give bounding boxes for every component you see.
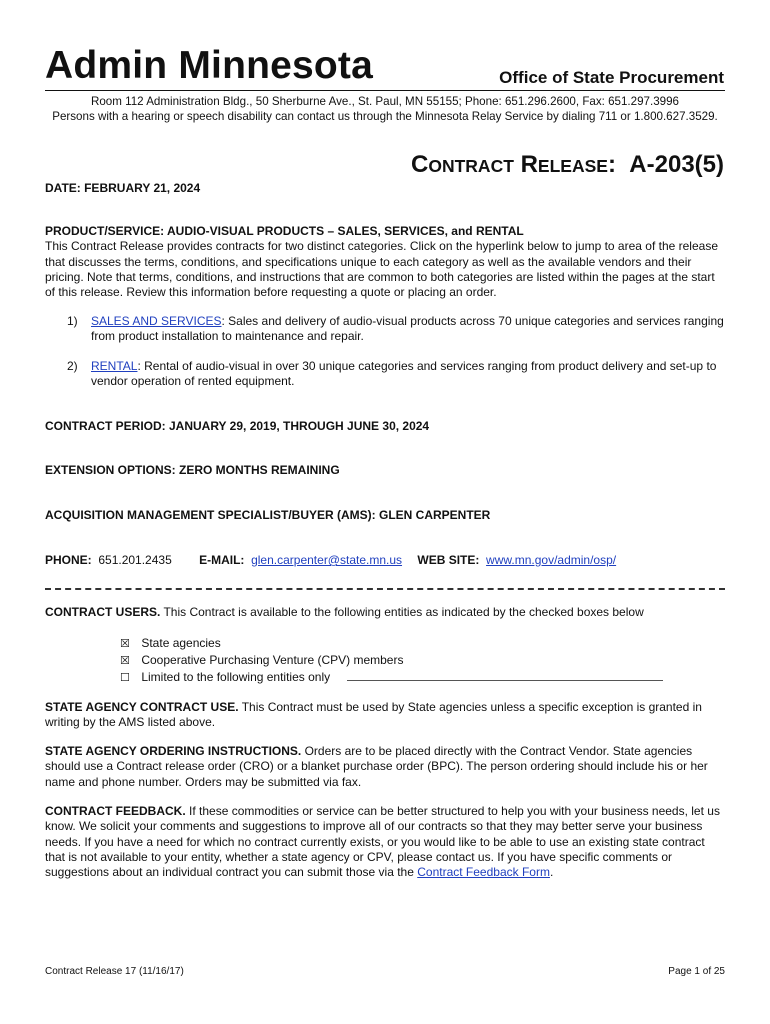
rental-link[interactable]: RENTAL — [91, 359, 138, 373]
checked-box-icon[interactable]: ☒ — [120, 637, 130, 650]
release-title: CONTRACT RELEASE: A-203(5) — [411, 151, 724, 178]
unchecked-box-icon[interactable]: ☐ — [120, 671, 130, 684]
relay-service-line: Persons with a hearing or speech disability can contact us through the Minnesota Relay Service by dialing 711 or 1.800.627.3529. — [52, 109, 718, 123]
list-item: ☐ Limited to the following entities only — [120, 669, 663, 686]
product-heading: PRODUCT/SERVICE: AUDIO-VISUAL PRODUCTS – SALES, SERVICES, and RENTAL — [45, 224, 524, 238]
feedback-heading: CONTRACT FEEDBACK. — [45, 804, 186, 818]
list-item: 2) RENTAL: Rental of audio-visual in over 30 unique categories and services ranging from product delivery and set-up to vendor operation of rented equipment. — [67, 359, 717, 389]
list-item: ☒ Cooperative Purchasing Venture (CPV) members — [120, 653, 404, 667]
ordering-section: STATE AGENCY ORDERING INSTRUCTIONS. Orders are to be placed directly with the Contract Vendor. State agencies should use a Contract release order (CRO) or a blanket purchase order (BPC). The person ordering should include his or her name and phone number. Orders may be submitted via fax. — [45, 744, 708, 789]
footer-form-id: Contract Release 17 (11/16/17) — [45, 966, 184, 977]
phone-number: 651.201.2435 — [98, 553, 172, 567]
release-number: A-203(5) — [629, 151, 724, 178]
product-section — [45, 224, 727, 300]
entities-fill-line — [347, 670, 663, 681]
email-link[interactable]: glen.carpenter@state.mn.us — [251, 553, 403, 567]
contract-period: CONTRACT PERIOD: JANUARY 29, 2019, THROUGH JUNE 30, 2024 — [45, 419, 430, 433]
address-line: Room 112 Administration Bldg., 50 Sherburne Ave., St. Paul, MN 55155; Phone: 651.296.2600, Fax: 651.297.3996 — [90, 95, 680, 108]
entity-checkbox-list — [120, 635, 663, 686]
feedback-form-link[interactable]: Contract Feedback Form — [417, 865, 550, 880]
sales-and-services-link[interactable]: SALES AND SERVICES — [91, 314, 222, 328]
agency-use-heading: STATE AGENCY CONTRACT USE. — [45, 700, 239, 714]
org-title: Admin Minnesota — [45, 44, 374, 87]
ams-buyer: ACQUISITION MANAGEMENT SPECIALIST/BUYER (AMS): GLEN CARPENTER — [45, 508, 491, 522]
extension-options: EXTENSION OPTIONS: ZERO MONTHS REMAINING — [45, 463, 340, 477]
ordering-heading: STATE AGENCY ORDERING INSTRUCTIONS. — [45, 744, 302, 758]
address-block — [0, 95, 770, 124]
list-item: ☒ State agencies — [120, 636, 221, 650]
list-item: 1) SALES AND SERVICES: Sales and delivery of audio-visual products across 70 unique categories and services ranging from product installation to maintenance and repair. — [67, 314, 724, 344]
release-date: DATE: FEBRUARY 21, 2024 — [45, 181, 201, 195]
website-link[interactable]: www.mn.gov/admin/osp/ — [486, 553, 617, 567]
header-rule — [45, 90, 725, 91]
contract-users-heading: CONTRACT USERS. — [45, 605, 161, 619]
product-text: This Contract Release provides contracts for two distinct categories. Click on the hyperlink below to jump to area of the release that discusses the terms, conditions, and specifications unique to each category as well as the available vendors and their pricing. Note that terms, conditions, and instructions that are common to both categories are listed within the pages at the start of this release. Review this information before requesting a quote or placing an order. — [45, 239, 718, 300]
page-number: Page 1 of 25 — [668, 966, 725, 977]
checked-box-icon[interactable]: ☒ — [120, 654, 130, 667]
office-name: Office of State Procurement — [499, 68, 724, 87]
section-divider — [45, 588, 725, 590]
contact-line: PHONE: 651.201.2435 E-MAIL: glen.carpenter@state.mn.us WEB SITE: www.mn.gov/admin/osp/ — [45, 553, 617, 567]
feedback-section: CONTRACT FEEDBACK. If these commodities or service can be better structured to help you with your business needs, let us know. We solicit your comments and suggestions to improve all of our contracts so that they may better serve your business needs. If you have a need for which no contract currently exists, or you would like to be able to use an existing state contract that is not available to your entity, whether a state agency or CPV, please contact us. If you have specific comments or suggestions about an individual contract you can submit those via the Contract Feedback Form. — [45, 804, 720, 880]
contract-users-section: CONTRACT USERS. This Contract is available to the following entities as indicated by the checked boxes below — [45, 605, 644, 619]
agency-use-section: STATE AGENCY CONTRACT USE. This Contract must be used by State agencies unless a specific exception is granted in writing by the AMS listed above. — [45, 700, 702, 730]
